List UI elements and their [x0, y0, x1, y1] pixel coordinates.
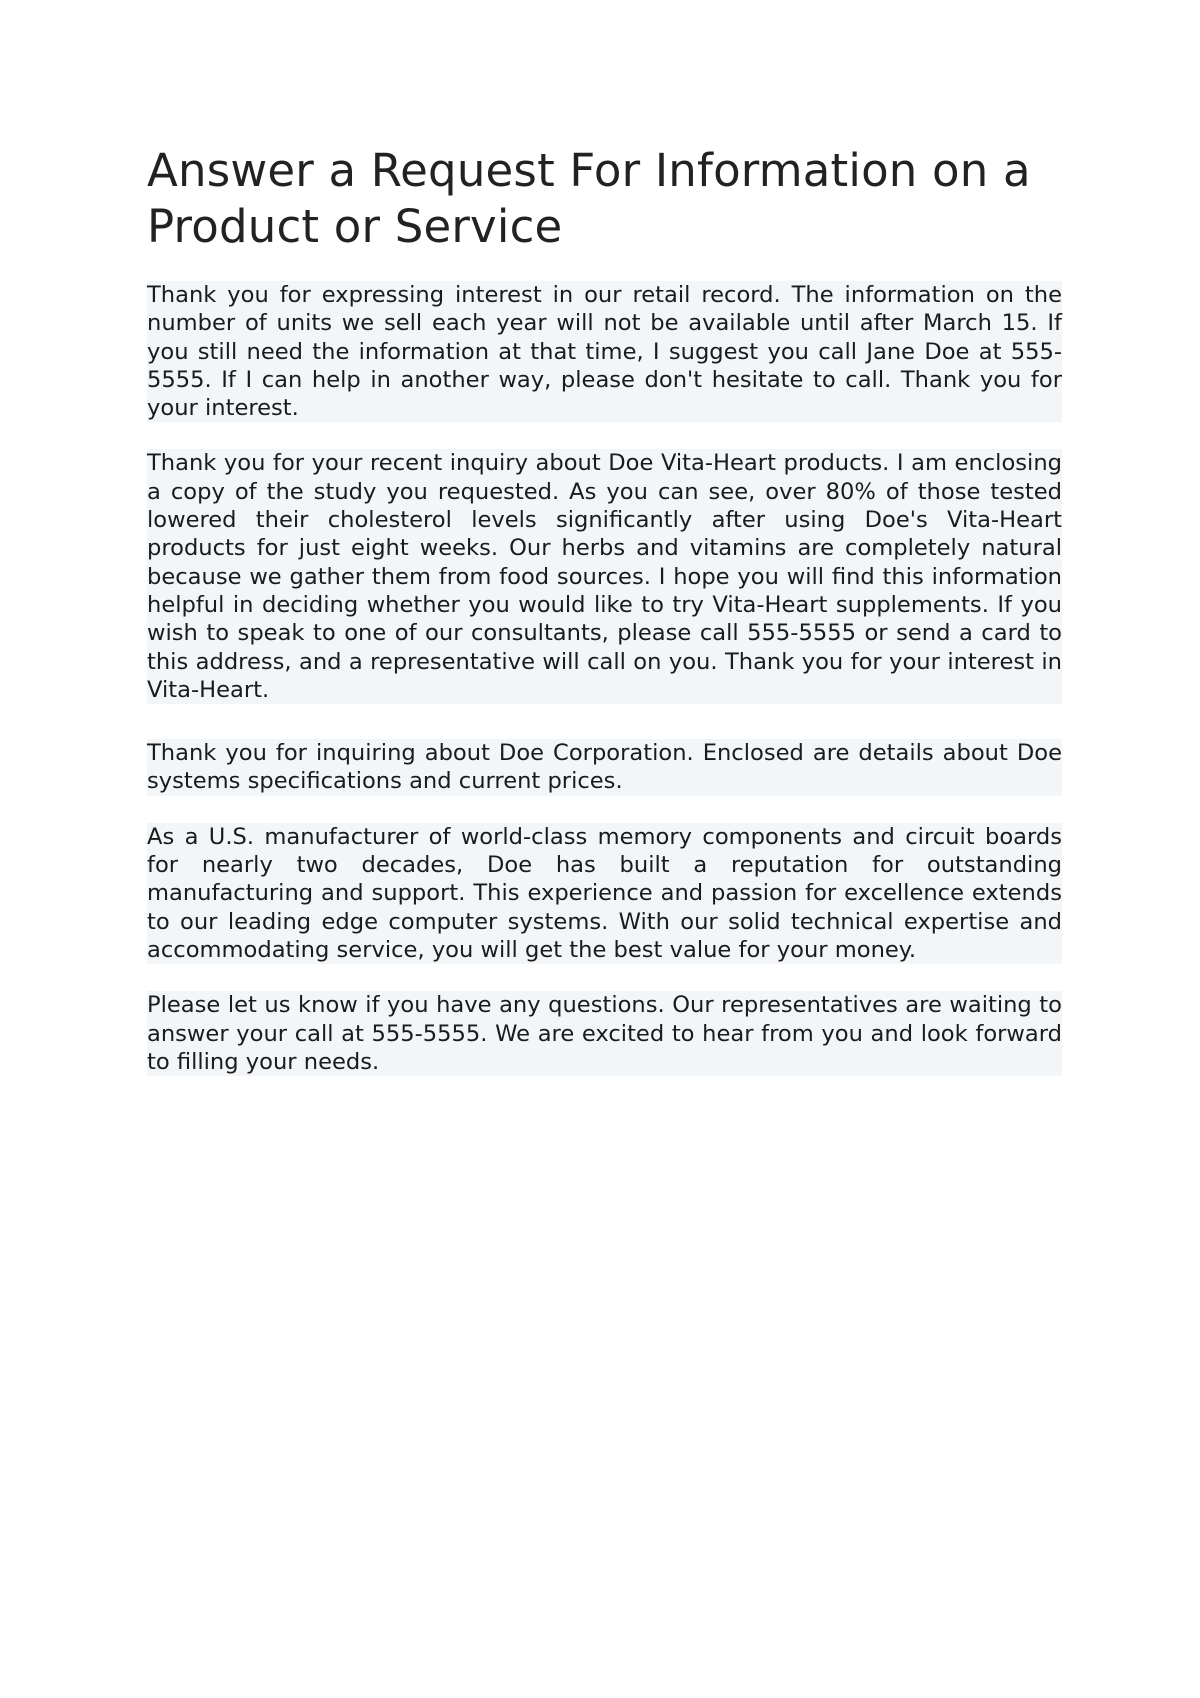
paragraph-doe-corporation-intro: Thank you for inquiring about Doe Corporation. Enclosed are details about Doe systems specifications and current prices.: [147, 740, 1062, 795]
document-title: Answer a Request For Information on a Product or Service: [147, 144, 1031, 253]
document-page: [147, 143, 1062, 1103]
paragraph-questions: Please let us know if you have any questions. Our representatives are waiting to answer your call at 555-5555. We are excited to hear from you and look forward to filling your needs.: [147, 992, 1062, 1075]
paragraph-vita-heart: Thank you for your recent inquiry about Doe Vita-Heart products. I am enclosing a copy of the study you requested. As you can see, over 80% of those tested lowered their cholesterol levels significantly after using Doe's Vita-Heart products for just eight weeks. Our herbs and vitamins are completely natural because we gather them from food sources. I hope you will find this information helpful in deciding whether you would like to try Vita-Heart supplements. If you wish to speak to one of our consultants, please call 555-5555 or send a card to this address, and a representative will call on you. Thank you for your interest in Vita-Heart.: [147, 450, 1062, 703]
paragraph-manufacturer: As a U.S. manufacturer of world-class memory components and circuit boards for nearly two decades, Doe has built a reputation for outstanding manufacturing and support. This experience and passion for excellence extends to our leading edge computer systems. With our solid technical expertise and accommodating service, you will get the best value for your money.: [147, 823, 1062, 963]
paragraph-retail-record: Thank you for expressing interest in our retail record. The information on the number of units we sell each year will not be available until after March 15. If you still need the information at that time, I suggest you call Jane Doe at 555-5555. If I can help in another way, please don't hesitate to call. Thank you for your interest.: [147, 282, 1062, 422]
